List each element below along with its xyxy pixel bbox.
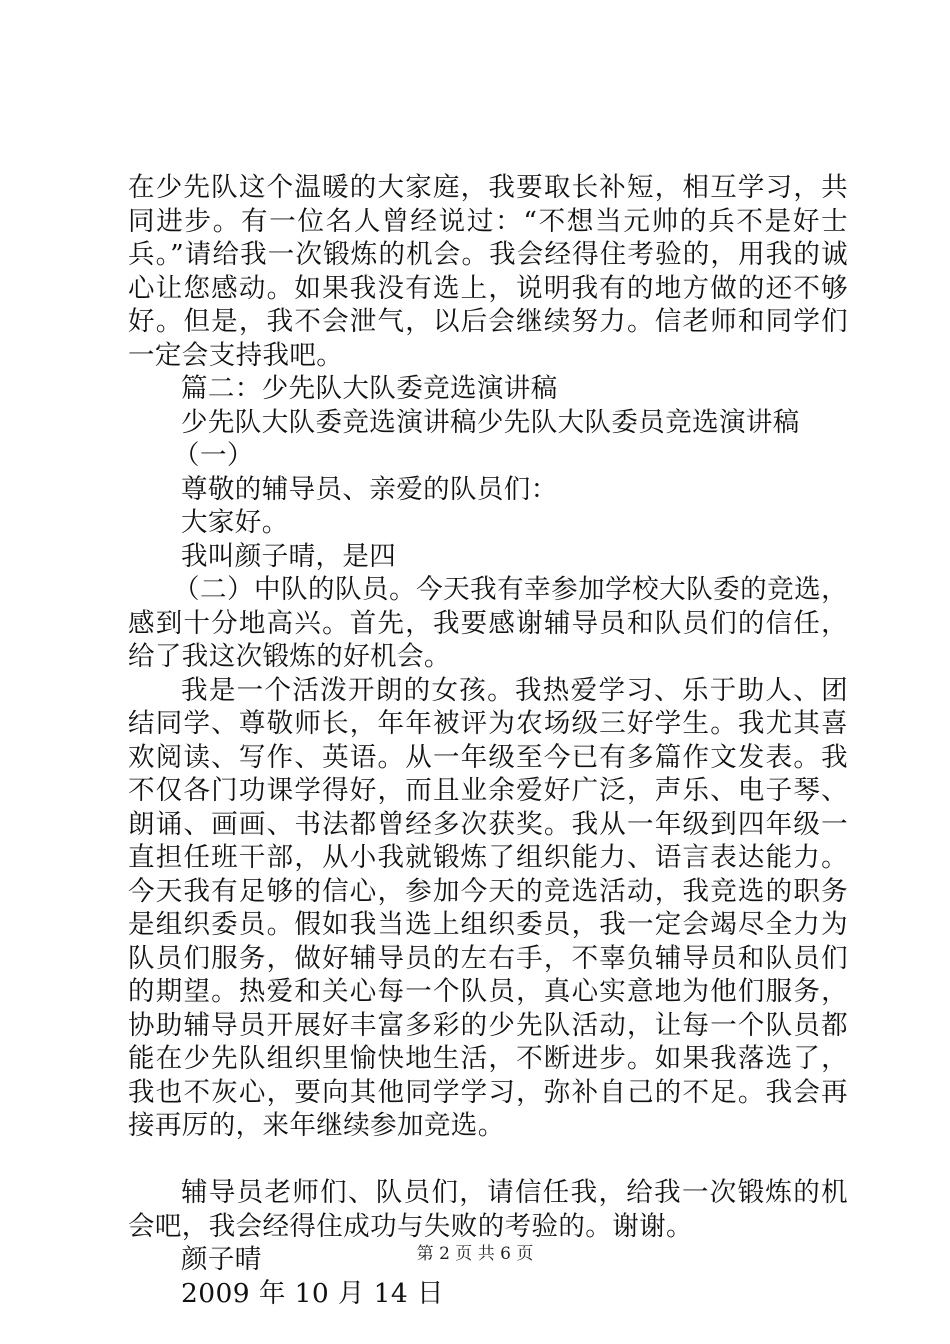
self-introduction: 我叫颜子晴，是四 xyxy=(181,540,397,572)
paragraph-spacer xyxy=(128,1143,848,1177)
paragraph-main-body: 我是一个活泼开朗的女孩。我热爱学习、乐于助人、团结同学、尊敬师长，年年被评为农场级三好学生。我尤其喜欢阅读、写作、英语。从一年级至今已有多篇作文发表。我不仅各门功课学得好，而且业余爱好广泛，声乐、电子琴、朗诵、画画、书法都曾经多次获奖。我从一年级到四年级一直担任班干部，从小我就锻炼了组织能力、语言表达能力。今天我有足够的信心，参加今天的竞选活动，我竞选的职务是组织委员。假如我当选上组织委员，我一定会竭尽全力为队员们服务，做好辅导员的左右手，不辜负辅导员和队员们的期望。热爱和关心每一个队员，真心实意地为他们服务，协助辅导员开展好丰富多彩的少先队活动，让每一个队员都能在少先队组织里愉快地生活，不断进步。如果我落选了，我也不灰心，要向其他同学学习，弥补自己的不足。我会再接再厉的，来年继续参加竞选。 xyxy=(128,674,848,1141)
paragraph-introduction: （二）中队的队员。今天我有幸参加学校大队委的竞选，感到十分地高兴。首先，我要感谢辅导员和队员们的信任，给了我这次锻炼的好机会。 xyxy=(128,574,848,672)
paragraph-closing: 辅导员老师们、队员们，请信任我，给我一次锻炼的机会吧，我会经得住成功与失败的考验的。谢谢。 xyxy=(128,1177,848,1242)
paragraph-intro-continuation: 在少先队这个温暖的大家庭，我要取长补短，相互学习，共同进步。有一位名人曾经说过：“不想当元帅的兵不是好士兵。”请给我一次锻炼的机会。我会经得住考验的，用我的诚心让您感动。如果我没有选上，说明我有的地方做的还不够好。但是，我不会泄气，以后会继续努力。信老师和同学们一定会支持我吧。 xyxy=(128,172,848,371)
salutation: 尊敬的辅导员、亲爱的队员们： xyxy=(181,473,558,505)
greeting: 大家好。 xyxy=(181,507,289,538)
document-body xyxy=(128,171,848,1310)
signature-date: 2009 年 10 月 14 日 xyxy=(181,1277,444,1309)
speech-title: 少先队大队委竞选演讲稿少先队大队委员竞选演讲稿 xyxy=(181,406,800,438)
section-number-one: （一） xyxy=(173,440,254,471)
page-footer: 第 2 页 共 6 页 xyxy=(416,1244,534,1264)
section-heading: 篇二：少先队大队委竞选演讲稿 xyxy=(181,373,558,404)
signature-name: 颜子晴 xyxy=(181,1244,262,1275)
